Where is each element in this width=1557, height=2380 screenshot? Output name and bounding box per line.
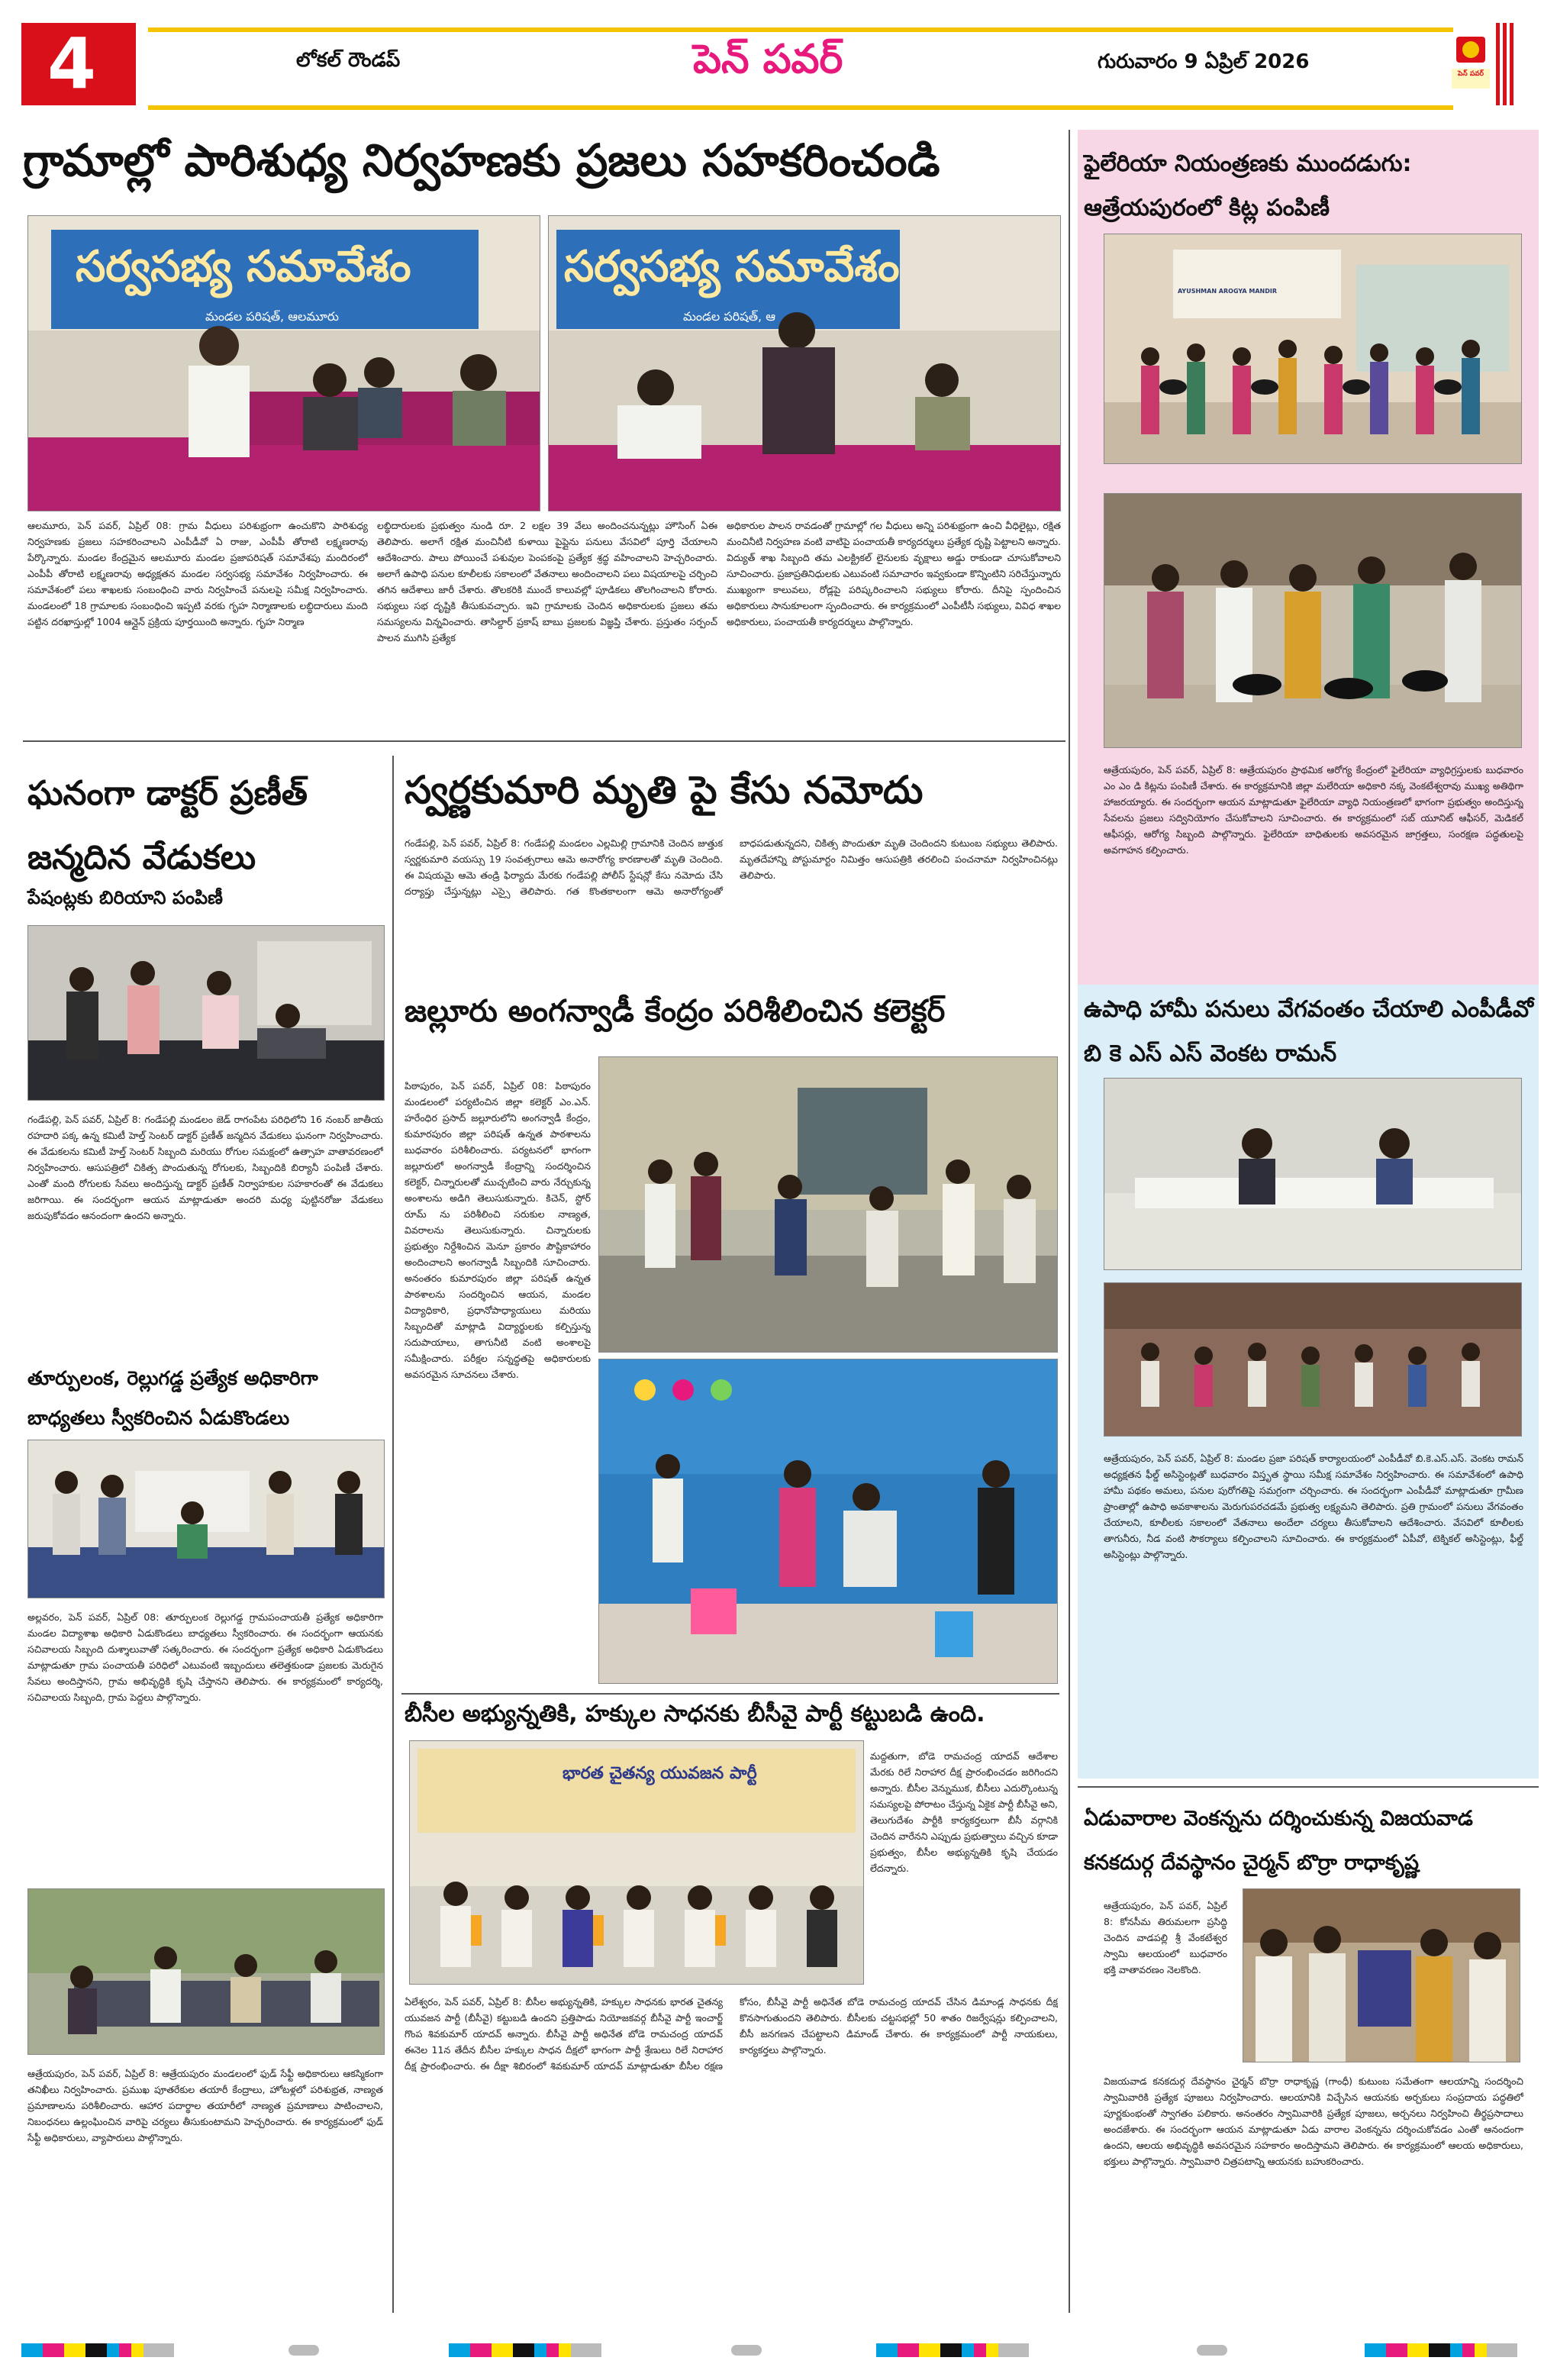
masthead-stripes [1496, 23, 1516, 105]
issue-date: గురువారం 9 ఏప్రిల్ 2026 [1098, 50, 1310, 73]
lead-text-col-3: అధికారుల పాలన రావడంతో గ్రామాల్లో గల వీధులు అన్ని పరిశుభ్రంగా ఉంచి వీధిలైట్లు, రక్షిత మంచినీటి నిర్వహణ వంటి వాటిపై పంచాయతీ కార్యదర్శులు ప్రత్యేక దృష్టి పెట్టాలని అన్నారు. విద్యుత్ శాఖ సిబ్బంది తమ ఎలక్ట్రికల్ లైనులకు వృక్షాలు అడ్డు రాకుండా చూసుకోవాలని సూచించారు. ప్రజాప్రతినిధులకు ఎటువంటి సమాచారం ఇవ్వకుండా కొన్నింటిని సరిచేస్తున్నారు ముఖ్యంగా కాలువలు, రోడ్లపై పరిష్కరించాలని సభ్యులు కోరారు. దీనిపై స్పందించిన అధికారులు సానుకూలంగా స్పందించారు. ఈ కార్యక్రమంలో ఎంపీటీసీ సభ్యులు, వివిధ శాఖల అధికారులు, పంచాయతీ కార్యదర్శులు పాల్గొన్నారు. [727, 520, 1061, 627]
birthday-headline: ఘనంగా డాక్టర్ ప్రణీత్ జన్మదిన వేడుకలు [27, 774, 308, 877]
birthday-photo [27, 925, 385, 1101]
color-strip-2 [449, 2343, 601, 2357]
color-strip-1 [21, 2343, 174, 2357]
birthday-subhead: పేషంట్లకు బిరియాని పంపిణీ [27, 887, 223, 908]
banner-1-title: సర్వసభ్య సమావేశం [76, 242, 411, 292]
gray-dot-3 [1197, 2345, 1227, 2356]
divider-right [1069, 130, 1070, 2313]
page-number: 4 [47, 23, 97, 105]
gray-dot-1 [289, 2345, 319, 2356]
bc-photo [409, 1740, 864, 1985]
lead-photo-2 [548, 215, 1061, 511]
masthead [21, 23, 1516, 105]
nrega-body: ఆత్రేయపురం, పెన్ పవర్, ఏప్రిల్ 8: మండల ప్రజా పరిషత్ కార్యాలయంలో ఎంపీడీవో బి.కె.ఎస్.ఎస్. వెంకట రామన్ అధ్యక్షతన ఫీల్డ్ అసిస్టెంట్లతో బుధవారం విస్తృత స్థాయి సమీక్ష సమావేశం నిర్వహించారు. ఈ సమావేశంలో ఉపాధి హామీ పథకం అమలు, పనుల పురోగతిపై సమగ్రంగా చర్చించారు. ఈ సందర్భంగా ఎంపీడీవో మాట్లాడుతూ గ్రామీణ ప్రాంతాల్లో ఉపాధి అవకాశాలను మెరుగుపరచడమే ప్రభుత్వ లక్ష్యమని తెలిపారు. ప్రతి గ్రామంలో పనులు వేగవంతం చేయాలని, కూలీలకు సకాలంలో వేతనాలు అందేలా చర్యలు తీసుకోవాలని ఆదేశించారు. వేసవిలో కూలీలకు తాగునీరు, నీడ వంటి సౌకర్యాలు కల్పించాలని సూచించారు. ఈ కార్యక్రమంలో ఏపీవో, టెక్నికల్ అసిస్టెంట్లు, ఫీల్డ్ అసిస్టెంట్లు పాల్గొన్నారు. [1104, 1453, 1523, 1560]
lead-headline: గ్రామాల్లో పారిశుధ్య నిర్వహణకు ప్రజలు సహకరించండి [23, 134, 940, 186]
food-safety-photo [27, 1888, 385, 2055]
filaria-photo-1 [1104, 234, 1522, 464]
filaria-headline: ఫైలేరియా నియంత్రణకు ముందడుగు: ఆత్రేయపురంలో కిట్ల పంపిణీ [1084, 150, 1412, 221]
death-headline: స్వర్ణకుమారి మృతి పై కేసు నమోదు [405, 768, 924, 812]
banner-2-title: సర్వసభ్య సమావేశం [564, 242, 900, 292]
nrega-photo-1 [1104, 1078, 1522, 1270]
bc-body-bottom: ఏలేశ్వరం, పెన్ పవర్, ఏప్రిల్ 8: బీసీల అభ్యున్నతికి, హక్కుల సాధనకు భారత చైతన్య యువజన పార్టీ (బీసీవై) కట్టుబడి ఉందని ప్రత్తిపాడు నియోజకవర్గ బీసీవై పార్టీ ఇంచార్జ్ గొంప శివకుమార్ యాదవ్ అన్నారు. బీసీవై పార్టీ అధినేత బోడె రామచంద్ర యాదవ్ ఈనెల 11న తేదీన బీసీల హక్కుల సాధన దీక్షలో భాగంగా పార్టీ శ్రేణులు రిలే నిరాహార దీక్ష ప్రారంభించారు. ఈ దీక్షా శిబిరంలో శివకుమార్ యాదవ్ మాట్లాడుతూ బీసీల రక్షణ కోసం, బీసీవై పార్టీ అధినేత బోడె రామచంద్ర యాదవ్ చేసిన డిమాండ్ల సాధనకు దీక్ష కొనసాగుతుందని తెలిపారు. బీసీలకు చట్టసభల్లో 50 శాతం రిజర్వేషన్లు కల్పించాలని, బీసీ జనగణన చేపట్టాలని డిమాండ్ చేశారు. ఈ కార్యక్రమంలో పార్టీ నాయకులు, కార్యకర్తలు పాల్గొన్నారు. [405, 1996, 1058, 2072]
registration-bar [21, 2340, 1536, 2360]
gray-dot-2 [731, 2345, 762, 2356]
collector-photo-1 [598, 1056, 1058, 1353]
bc-body-right: మద్దతుగా, బోడె రామచంద్ర యాదవ్ ఆదేశాల మేరకు రిలే నిరాహార దీక్ష ప్రారంభించడం జరిగిందని అన్నారు. బీసీల వెన్నుముక, బీసీలు ఎదుర్కొంటున్న సమస్యలపై పోరాటం చేస్తున్న ఏకైక పార్టీ బీసీవై అని, తెలుగుదేశం పార్టీకి కార్యకర్తలుగా బీసీ వర్గానికి చెందిన వారేనని ఎప్పుడు ప్రభుత్వాలు వచ్చిన కూడా ప్రభుత్వం, బీసీల అభ్యున్నతికి కృషి చేయడం లేదన్నారు. [870, 1750, 1058, 1874]
temple-photo [1243, 1888, 1520, 2062]
divider-temple [1078, 1786, 1539, 1788]
food-safety-body: ఆత్రేయపురం, పెన్ పవర్, ఏప్రిల్ 8: ఆత్రేయపురం మండలంలో ఫుడ్ సేఫ్టీ అధికారులు ఆకస్మికంగా తనిఖీలు నిర్వహించారు. ప్రముఖ పూతరేకుల తయారీ కేంద్రాలు, హోటళ్లలో పరిశుభ్రత, నాణ్యత ప్రమాణాలను పరిశీలించారు. ఆహార పదార్థాల తయారీలో నాణ్యత ప్రమాణాలు పాటించాలని, నిబంధనలు ఉల్లంఘించిన వారిపై చర్యలు తీసుకుంటామని హెచ్చరించారు. ఈ కార్యక్రమంలో ఫుడ్ సేఫ్టీ అధికారులు, వ్యాపారులు పాల్గొన్నారు. [27, 2068, 383, 2143]
color-strip-4 [1365, 2343, 1517, 2357]
temple-body: విజయవాడ కనకదుర్గ దేవస్థానం చైర్మన్ బొర్రా రాధాకృష్ణ (గాంధీ) కుటుంబ సమేతంగా ఆలయాన్ని సందర్శించి స్వామివారికి ప్రత్యేక పూజలు నిర్వహించారు. ఆలయానికి విచ్చేసిన ఆయనకు అర్చకులు సంప్రదాయ పద్ధతిలో పూర్ణకుంభంతో స్వాగతం పలికారు. అనంతరం స్వామివారికి ప్రత్యేక పూజలు, అర్చనలు నిర్వహించి తీర్థప్రసాదాలు అందజేశారు. ఈ సందర్భంగా ఆయన మాట్లాడుతూ ఏడు వారాల వెంకన్నను దర్శించుకోవడం ఎంతో ఆనందంగా ఉందని, ఆలయ అభివృద్ధికి అవసరమైన సహకారం అందిస్తామని తెలిపారు. ఈ కార్యక్రమంలో ఆలయ అధికారులు, భక్తులు పాల్గొన్నారు. స్వామివారి చిత్రపటాన్ని ఆయనకు బహుకరించారు. [1104, 2075, 1523, 2167]
nrega-photo-2 [1104, 1282, 1522, 1437]
collector-photo-2 [598, 1359, 1058, 1684]
collector-headline: జల్లూరు అంగన్వాడీ కేంద్రం పరిశీలించిన కలెక్టర్ [405, 994, 946, 1029]
banner-1-sub: మండల పరిషత్, ఆలమూరు [205, 309, 339, 324]
death-body: గండేపల్లి, పెన్ పవర్, ఏప్రిల్ 8: గండేపల్లి మండలం ఎల్లమిల్లి గ్రామానికి చెందిన జుత్తుక స్వర్ణకుమారి వయస్సు 19 సంవత్సరాలు ఆమె అనారోగ్య కారణాలతో మృతి చెందింది. ఈ విషయమై ఆమె తండ్రి ఫిర్యాదు మేరకు గండేపల్లి పోలీస్ స్టేషన్లో కేసు నమోదు చేసి దర్యాప్తు చేస్తున్నట్లు ఎస్సై తెలిపారు. గత కొంతకాలంగా ఆమె అనారోగ్యంతో బాధపడుతున్నదని, చికిత్స పొందుతూ మృతి చెందిందని కుటుంబ సభ్యులు తెలిపారు. మృతదేహాన్ని పోస్టుమార్టం నిమిత్తం ఆసుపత్రికి తరలించి పంచనామా నిర్వహించినట్లు తెలిపారు. [405, 837, 1058, 897]
charge-photo [27, 1440, 385, 1598]
section-title: లోకల్ రౌండప్ [296, 49, 401, 72]
banner-2-sub: మండల పరిషత్, ఆ [683, 309, 775, 324]
lead-photo-1 [27, 215, 540, 511]
filaria-sign-text: AYUSHMAN AROGYA MANDIR [1178, 288, 1277, 295]
collector-body: పిఠాపురం, పెన్ పవర్, ఏప్రిల్ 08: పిఠాపురం మండలంలో పర్యటించిన జిల్లా కలెక్టర్ ఎం.ఎన్. హరేంధిర ప్రసాద్ జల్లూరులోని అంగన్వాడీ కేంద్రం, కుమారపురం జిల్లా పరిషత్ ఉన్నత పాఠశాలను బుధవారం పరిశీలించారు. పర్యటనలో భాగంగా జల్లూరులో అంగన్వాడీ కేంద్రాన్ని సందర్శించిన కలెక్టర్, చిన్నారులతో ముచ్చటించి వారు నేర్చుకున్న అంశాలను అడిగి తెలుసుకున్నారు. కిచెన్, స్టోర్ రూమ్ ను పరిశీలించి సరుకుల నాణ్యత, వివరాలను తెలుసుకున్నారు. చిన్నారులకు ప్రభుత్వం నిర్దేశించిన మెనూ ప్రకారం పౌష్టికాహారం అందించాలని అంగన్వాడీ సిబ్బందికి సూచించారు. అనంతరం కుమారపురం జిల్లా పరిషత్ ఉన్నత పాఠశాలను సందర్శించిన ఆయన, మండల విద్యాధికారి, ప్రధానోపాధ్యాయులు మరియు సిబ్బందితో మాట్లాడి విద్యార్థులకు కల్పిస్తున్న సదుపాయాలు, తాగునీటి వంటి అంశాలపై సమీక్షించారు. పరీక్షల సన్నద్ధతపై అధికారులకు అవసరమైన సూచనలు చేశారు. [405, 1080, 591, 1380]
filaria-photo-2 [1104, 493, 1522, 748]
divider-lead [23, 740, 1065, 742]
charge-headline: తూర్పులంక, రెల్లుగడ్డ ప్రత్యేక అధికారిగా బాధ్యతలు స్వీకరించిన ఏడుకొండలు [27, 1367, 318, 1429]
logo-text: పెన్ పవర్ [1458, 70, 1484, 78]
lead-text-col-1: ఆలమూరు, పెన్ పవర్, ఏప్రిల్ 08: గ్రామ వీధులు పరిశుభ్రంగా ఉంచుకొని పారిశుధ్య నిర్వహణకు ప్రజలు సహకరించాలని ఎంపీడీవో ఏ రాజు, ఎంపీపీ తోరాటి లక్ష్మణరావు పేర్కొన్నారు. మండల కేంద్రమైన ఆలమూరు మండల ప్రజాపరిషత్ సమావేశపు మందిరంలో ఎంపీపీ తోరాటి లక్ష్మణరావు అధ్యక్షతన మండల సర్వసభ్య సమావేశం నిర్వహించారు. ఈ సమావేశంలో పలు శాఖలకు సంబంధించి వారు నిర్వహించే పనులపై సమీక్ష నిర్వహించారు. మండలంలో 18 గ్రామాలకు సంబంధించి ఇప్పటి వరకు గృహ నిర్మాణాలకు లబ్ధిదారులు మంది పట్టిన దరఖాస్తుల్లో 1004 ఆన్లైన్ ప్రక్రియ పూర్తయింది అన్నారు. గృహ నిర్మాణ [27, 520, 368, 627]
bc-headline: బీసీల అభ్యున్నతికి, హక్కుల సాధనకు బీసీవై పార్టీ కట్టుబడి ఉంది. [405, 1701, 985, 1727]
divider-bc [401, 1693, 1059, 1695]
birthday-body: గండేపల్లి, పెన్ పవర్, ఏప్రిల్ 8: గండేపల్లి మండలం జెడ్ రాగంపేట పరిధిలోని 16 నంబర్ జాతీయ రహదారి పక్క ఉన్న కమిటీ హెల్త్ సెంటర్ డాక్టర్ ప్రణీత్ జన్మదిన వేడుకలు ఘనంగా నిర్వహించారు. ఈ వేడుకలను కమిటీ హెల్త్ సెంటర్ సిబ్బంది మరియు రోగుల సమక్షంలో ఉత్సాహ వాతావరణంలో నిర్వహించారు. ఆసుపత్రిలో చికిత్స పొందుతున్న రోగులకు, సిబ్బందికి బిర్యానీ పంపిణీ చేశారు. ఎంతో మంది రోగులకు సేవలు అందిస్తున్న డాక్టర్ ప్రణీత్ నిర్వాహకుల సహకారంతో ఈ వేడుకలు జరిగాయి. ఈ సందర్భంగా ఆయన మాట్లాడుతూ అందరి మధ్య పుట్టినరోజు వేడుకలు జరుపుకోవడం ఆనందంగా ఉందని అన్నారు. [27, 1114, 383, 1221]
charge-body: అల్లవరం, పెన్ పవర్, ఏప్రిల్ 08: తూర్పులంక రెల్లుగడ్డ గ్రామపంచాయతీ ప్రత్యేక అధికారిగా మండల విద్యాశాఖ అధికారి ఏడుకొండలు బాధ్యతలు స్వీకరించారు. ఈ సందర్భంగా ఆయనకు సచివాలయ సిబ్బంది దుశ్శాలువాతో సత్కరించారు. ఈ సందర్భంగా ప్రత్యేక అధికారి ఏడుకొండలు మాట్లాడుతూ గ్రామ పంచాయతీ పరిధిలో ఎటువంటి ఇబ్బందులు తలెత్తకుండా ప్రజలకు మెరుగైన సేవలు అందిస్తానని, గ్రామ అభివృద్ధికి కృషి చేస్తానని తెలిపారు. ఈ కార్యక్రమంలో కార్యదర్శి, సచివాలయ సిబ్బంది, గ్రామ పెద్దలు పాల్గొన్నారు. [27, 1611, 383, 1703]
paper-name: పెన్ పవర్ [693, 37, 843, 82]
divider-left [392, 756, 394, 2313]
filaria-body: ఆత్రేయపురం, పెన్ పవర్, ఏప్రిల్ 8: ఆత్రేయపురం ప్రాథమిక ఆరోగ్య కేంద్రంలో ఫైలేరియా వ్యాధిగ్రస్తులకు బుధవారం ఎం ఎం డి కిట్లను పంపిణీ చేశారు. ఈ కార్యక్రమానికి జిల్లా మలేరియా అధికారి నక్క వెంకటేశ్వరావు ముఖ్య అతిథిగా హాజరయ్యారు. ఈ సందర్భంగా ఆయన మాట్లాడుతూ ఫైలేరియా వ్యాధి నియంత్రణలో భాగంగా ప్రభుత్వం అందిస్తున్న సేవలను ప్రజలు సద్వినియోగం చేసుకోవాలని సూచించారు. ఈ కార్యక్రమంలో సబ్ యూనిట్ ఆఫీసర్, మెడికల్ ఆఫీసర్లు, ఆరోగ్య సిబ్బంది పాల్గొన్నారు. ఫైలేరియా బాధితులకు అవసరమైన జాగ్రత్తలు, సంరక్షణ పద్ధతులపై అవగాహన కల్పించారు. [1104, 764, 1523, 856]
paper-logo [1452, 32, 1490, 92]
color-strip-3 [876, 2343, 1029, 2357]
lead-text-col-2: లబ్ధిదారులకు ప్రభుత్వం నుండి రూ. 2 లక్షల 39 వేలు అందించనున్నట్లు హౌసింగ్ ఏఈ తెలిపారు. అలాగే రక్షిత మంచినీటి కుళాయి పైప్లైను పనులు వేసవిలో పూర్తి చేయాలని ఆదేశించారు. పాలు పోయించే పశువుల పెంపకంపై ప్రత్యేక శ్రద్ధ వహించాలని హెచ్చరించారు. అలాగే ఉపాధి పనుల కూలీలకు సకాలంలో వేతనాలు అందించాలని పలు విషయాలపై చర్చించి తగిన ఆదేశాలు జారీ చేశారు. తొలకరికి ముందే కాలువల్లో పూడికలు తొలగించాలని కోరారు. సభ్యులు సభ దృష్టికి తీసుకువచ్చారు. ఇవి గ్రామాలకు చెందిన అధికారులకు ప్రజలు తమ సమస్యలను విన్నవించారు. తాసిల్దార్ ప్రకాష్ బాబు ప్రజలకు విజ్ఞప్తి చేశారు. ప్రస్తుతం సర్పంచ్ పాలన ముగిసి ప్రత్యేక [377, 520, 717, 643]
nrega-headline: ఉపాధి హామీ పనులు వేగవంతం చేయాలి ఎంపీడీవో బి కె ఎస్ ఎస్ వెంకట రామన్ [1084, 996, 1534, 1067]
temple-body-side: ఆత్రేయపురం, పెన్ పవర్, ఏప్రిల్ 8: కోనసీమ తిరుమలగా ప్రసిద్ధి చెందిన వాడపల్లి శ్రీ వేంకటేశ్వర స్వామి ఆలయంలో బుధవారం భక్తి వాతావరణం నెలకొంది. [1104, 1900, 1227, 1975]
temple-headline: ఏడువారాల వెంకన్నను దర్శించుకున్న విజయవాడ కనకదుర్గ దేవస్థానం చైర్మన్ బొర్రా రాధాకృష్ణ [1084, 1807, 1473, 1875]
bc-banner-text: భారత చైతన్య యువజన పార్టీ [563, 1764, 757, 1783]
